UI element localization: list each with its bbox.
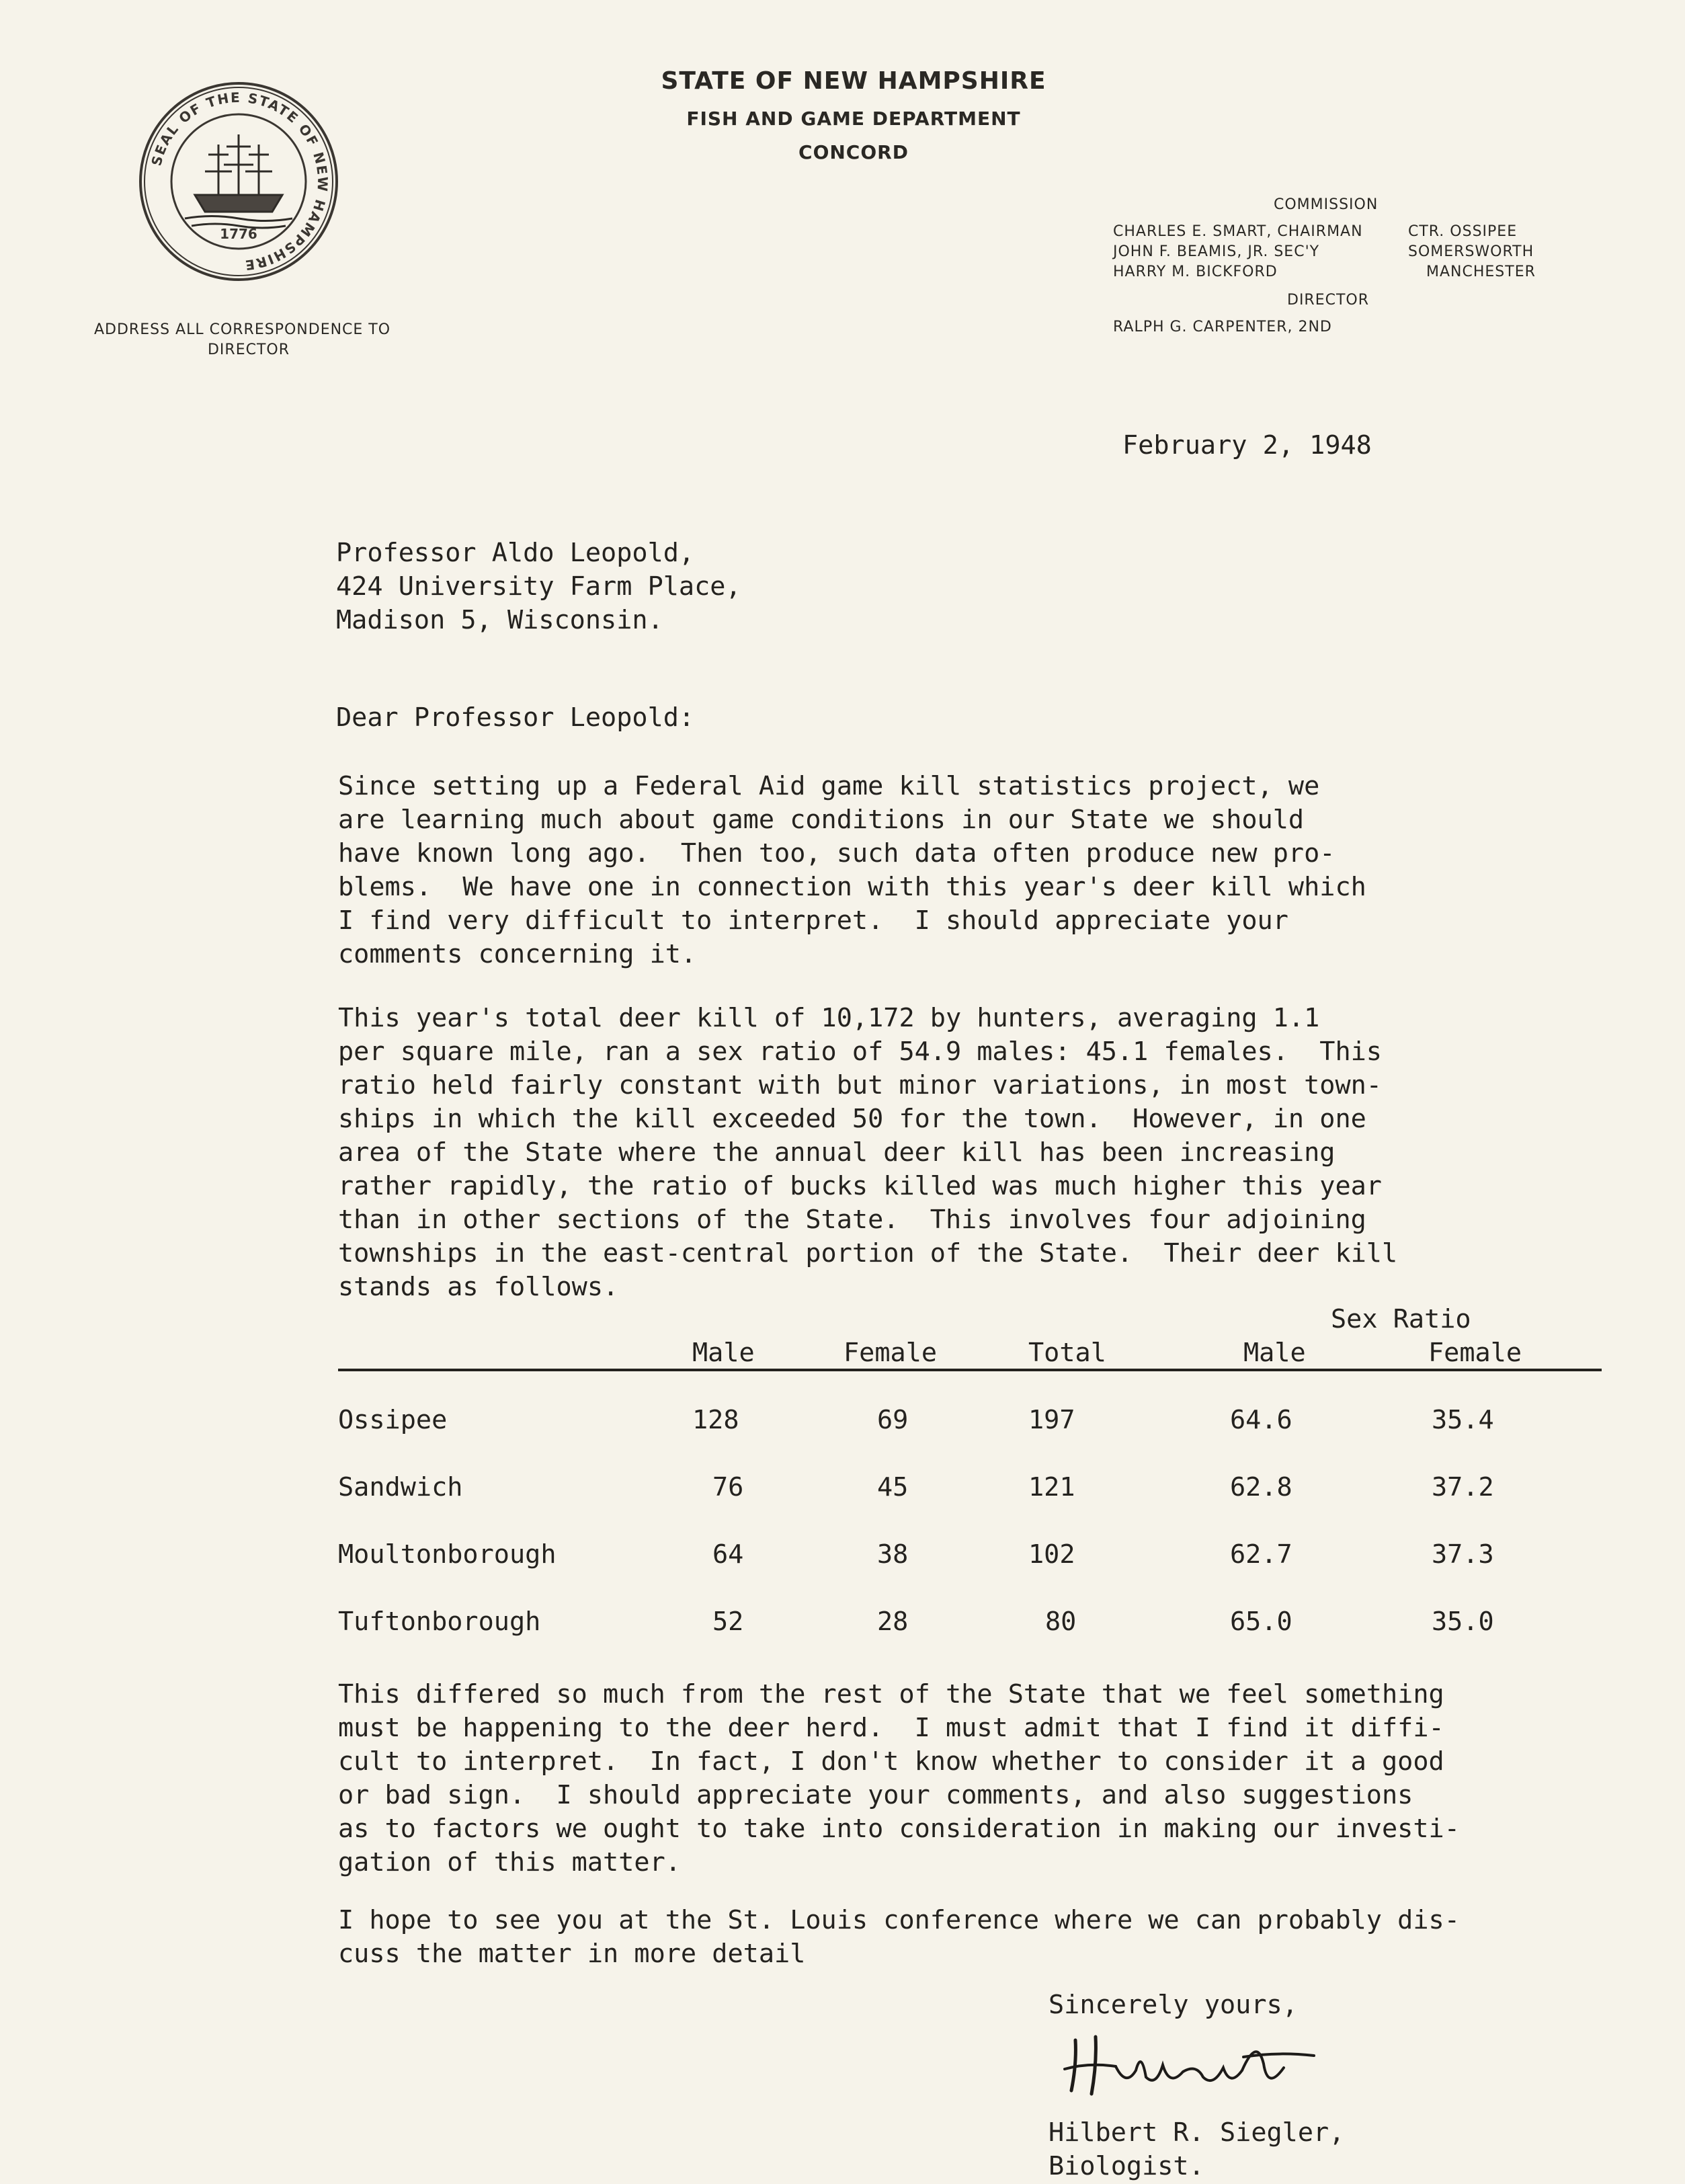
seal-year: 1776 <box>220 226 257 242</box>
table-cell-female: 28 <box>877 1607 909 1637</box>
city-name: CONCORD <box>798 141 909 163</box>
body-line: I hope to see you at the St. Louis conference where we can probably dis- <box>338 1905 1460 1935</box>
signer-name: Hilbert R. Siegler, <box>1049 2117 1345 2148</box>
commission-member-name: CHARLES E. SMART, CHAIRMAN <box>1113 223 1363 240</box>
body-line: blems. We have one in connection with this year's deer kill which <box>338 872 1366 902</box>
body-line: rather rapidly, the ratio of bucks killed was much higher this year <box>338 1171 1382 1201</box>
body-line: area of the State where the annual deer kill has been increasing <box>338 1137 1335 1168</box>
recipient-line: 424 University Farm Place, <box>336 571 741 602</box>
signature <box>1062 2023 1331 2104</box>
body-line: stands as follows. <box>338 1272 619 1302</box>
body-line: townships in the east-central portion of the State. Their deer kill <box>338 1238 1398 1268</box>
table-cell-male: 76 <box>712 1472 744 1502</box>
body-line: This differed so much from the rest of the State that we feel something <box>338 1679 1444 1709</box>
table-row-town: Sandwich <box>338 1472 463 1502</box>
address-note-line2: DIRECTOR <box>207 341 290 358</box>
recipient-line: Madison 5, Wisconsin. <box>336 605 663 635</box>
salutation: Dear Professor Leopold: <box>336 702 695 733</box>
body-line: or bad sign. I should appreciate your comments, and also suggestions <box>338 1780 1413 1810</box>
body-line: than in other sections of the State. This involves four adjoining <box>338 1205 1366 1235</box>
table-cell-ratio-male: 65.0 <box>1230 1607 1292 1637</box>
state-name: STATE OF NEW HAMPSHIRE <box>661 67 1046 95</box>
table-cell-ratio-female: 35.4 <box>1432 1405 1494 1435</box>
seal-text: SEAL OF THE STATE OF NEW HAMPSHIRE <box>148 89 331 274</box>
column-header-male: Male <box>692 1338 755 1368</box>
table-row-town: Ossipee <box>338 1405 448 1435</box>
commission-title: COMMISSION <box>1274 196 1379 213</box>
body-line: have known long ago. Then too, such data often produce new pro- <box>338 838 1335 868</box>
table-cell-ratio-female: 37.2 <box>1432 1472 1494 1502</box>
body-line: are learning much about game conditions in our State we should <box>338 805 1305 835</box>
state-seal <box>138 81 339 282</box>
body-line: cult to interpret. In fact, I don't know whether to consider it a good <box>338 1746 1444 1777</box>
body-line: comments concerning it. <box>338 939 697 969</box>
body-line: gation of this matter. <box>338 1847 681 1877</box>
address-note-line1: ADDRESS ALL CORRESPONDENCE TO <box>94 321 391 338</box>
commission-member-name: JOHN F. BEAMIS, JR. SEC'Y <box>1113 243 1320 260</box>
commission-member-town: SOMERSWORTH <box>1408 243 1534 260</box>
body-line: as to factors we ought to take into consideration in making our investi- <box>338 1814 1460 1844</box>
ship-icon <box>185 134 292 228</box>
table-cell-ratio-male: 64.6 <box>1230 1405 1292 1435</box>
body-line: must be happening to the deer herd. I must admit that I find it diffi- <box>338 1713 1444 1743</box>
table-cell-female: 38 <box>877 1539 909 1570</box>
table-cell-female: 45 <box>877 1472 909 1502</box>
table-cell-ratio-female: 35.0 <box>1432 1607 1494 1637</box>
body-line: Since setting up a Federal Aid game kill statistics project, we <box>338 771 1320 801</box>
recipient-line: Professor Aldo Leopold, <box>336 538 695 568</box>
department-name: FISH AND GAME DEPARTMENT <box>686 108 1021 130</box>
column-header-ratio-male: Male <box>1243 1338 1306 1368</box>
commission-member-town: CTR. OSSIPEE <box>1408 223 1518 240</box>
signer-title: Biologist. <box>1049 2151 1204 2181</box>
commission-member-name: HARRY M. BICKFORD <box>1113 264 1278 280</box>
table-row-town: Tuftonborough <box>338 1607 541 1637</box>
column-header-female: Female <box>844 1338 938 1368</box>
table-cell-male: 52 <box>712 1607 744 1637</box>
table-cell-total: 121 <box>1028 1472 1075 1502</box>
director-title: DIRECTOR <box>1287 292 1370 309</box>
body-line: per square mile, ran a sex ratio of 54.9 males: 45.1 females. This <box>338 1037 1382 1067</box>
table-cell-male: 64 <box>712 1539 744 1570</box>
sex-ratio-group-header: Sex Ratio <box>1331 1304 1471 1334</box>
table-cell-total: 197 <box>1028 1405 1075 1435</box>
table-cell-total: 102 <box>1028 1539 1075 1570</box>
closing: Sincerely yours, <box>1049 1990 1298 2020</box>
director-name: RALPH G. CARPENTER, 2ND <box>1113 319 1332 335</box>
table-header-rule <box>338 1369 1602 1371</box>
table-cell-ratio-female: 37.3 <box>1432 1539 1494 1570</box>
body-line: ships in which the kill exceeded 50 for the town. However, in one <box>338 1104 1366 1134</box>
table-cell-ratio-male: 62.8 <box>1230 1472 1292 1502</box>
table-cell-total: 80 <box>1045 1607 1077 1637</box>
commission-member-town: MANCHESTER <box>1426 264 1536 280</box>
body-line: This year's total deer kill of 10,172 by hunters, averaging 1.1 <box>338 1003 1320 1033</box>
body-line: cuss the matter in more detail <box>338 1939 806 1969</box>
column-header-ratio-female: Female <box>1428 1338 1522 1368</box>
letter-date: February 2, 1948 <box>1122 430 1372 460</box>
table-cell-female: 69 <box>877 1405 909 1435</box>
table-row-town: Moultonborough <box>338 1539 557 1570</box>
column-header-total: Total <box>1028 1338 1106 1368</box>
body-line: ratio held fairly constant with but minor variations, in most town- <box>338 1070 1382 1100</box>
table-cell-ratio-male: 62.7 <box>1230 1539 1292 1570</box>
body-line: I find very difficult to interpret. I should appreciate your <box>338 905 1288 936</box>
table-cell-male: 128 <box>692 1405 739 1435</box>
